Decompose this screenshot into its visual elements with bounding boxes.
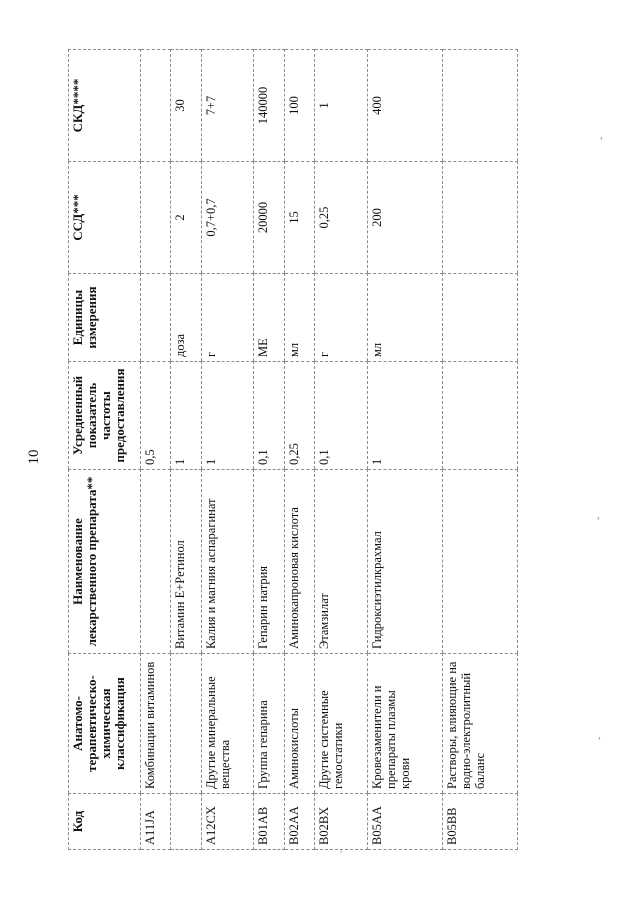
header-frequency: Усредненный показатель частоты предоставления [69,362,141,470]
table-row [141,50,171,850]
row-drug-name: Витамин E+Ретинол [171,470,201,654]
table-row [284,50,314,850]
table-row [367,50,442,850]
row-atc-group: Комбинации витаминов [141,654,171,794]
row-code: A12CX [201,794,254,850]
row-frequency: 1 [201,362,254,470]
row-ssd: 2 [171,162,201,274]
row-frequency [442,362,517,470]
header-atc-group: Анатомо-терапевтическо-химическая классификация [69,654,141,794]
row-code: B02AA [284,794,314,850]
row-skd: 7+7 [201,50,254,162]
row-code: A11JA [141,794,171,850]
row-units: г [315,274,368,362]
row-ssd [442,162,517,274]
row-units: МЕ [254,274,284,362]
header-units: Единицы измерения [69,274,141,362]
table-row [254,50,284,850]
row-atc-group [171,654,201,794]
row-skd: 30 [171,50,201,162]
row-frequency: 1 [367,362,442,470]
row-drug-name: Калия и магния аспарагинат [201,470,254,654]
table-row [171,50,201,850]
row-units: г [201,274,254,362]
scan-mark: , [600,127,603,141]
row-drug-name: Гидроксиэтилкрахмал [367,470,442,654]
row-atc-group: Другие минеральные вещества [201,654,254,794]
row-ssd: 20000 [254,162,284,274]
rotated-table-frame [68,50,518,850]
header-ssd: ССД*** [69,162,141,274]
row-frequency: 0,1 [254,362,284,470]
row-ssd [141,162,171,274]
scan-mark: , [598,727,601,741]
row-drug-name [141,470,171,654]
row-skd: 100 [284,50,314,162]
row-skd: 1 [315,50,368,162]
row-drug-name: Аминокапроновая кислота [284,470,314,654]
scan-mark: ' [340,847,343,861]
row-code: B05BB [442,794,517,850]
header-code: Код [69,794,141,850]
row-atc-group: Другие системные гемостатики [315,654,368,794]
drug-table [68,49,518,850]
row-drug-name: Этамзилат [315,470,368,654]
row-units: доза [171,274,201,362]
row-atc-group: Кровезаменители и препараты плазмы крови [367,654,442,794]
row-code [171,794,201,850]
row-code: B02BX [315,794,368,850]
row-frequency: 0,25 [284,362,314,470]
row-frequency: 1 [171,362,201,470]
row-skd: 140000 [254,50,284,162]
table-row [442,50,517,850]
table-row [315,50,368,850]
row-units: мл [367,274,442,362]
row-skd [442,50,517,162]
page-number: 10 [26,449,42,465]
row-ssd: 15 [284,162,314,274]
row-frequency: 0,1 [315,362,368,470]
row-code: B05AA [367,794,442,850]
row-atc-group: Растворы, влияющие на водно-электролитный баланс [442,654,517,794]
scan-mark: , [597,507,600,521]
header-drug-name: Наименование лекарственного препарата** [69,470,141,654]
table-header-row [69,50,141,850]
row-ssd: 0,25 [315,162,368,274]
table-row [201,50,254,850]
row-atc-group: Аминокислоты [284,654,314,794]
row-ssd: 0,7+0,7 [201,162,254,274]
row-drug-name [442,470,517,654]
row-atc-group: Группа гепарина [254,654,284,794]
row-frequency: 0,5 [141,362,171,470]
row-drug-name: Гепарин натрия [254,470,284,654]
row-units [141,274,171,362]
row-skd: 400 [367,50,442,162]
row-units [442,274,517,362]
row-ssd: 200 [367,162,442,274]
row-code: B01AB [254,794,284,850]
header-skd: СКД**** [69,50,141,162]
row-skd [141,50,171,162]
row-units: мл [284,274,314,362]
